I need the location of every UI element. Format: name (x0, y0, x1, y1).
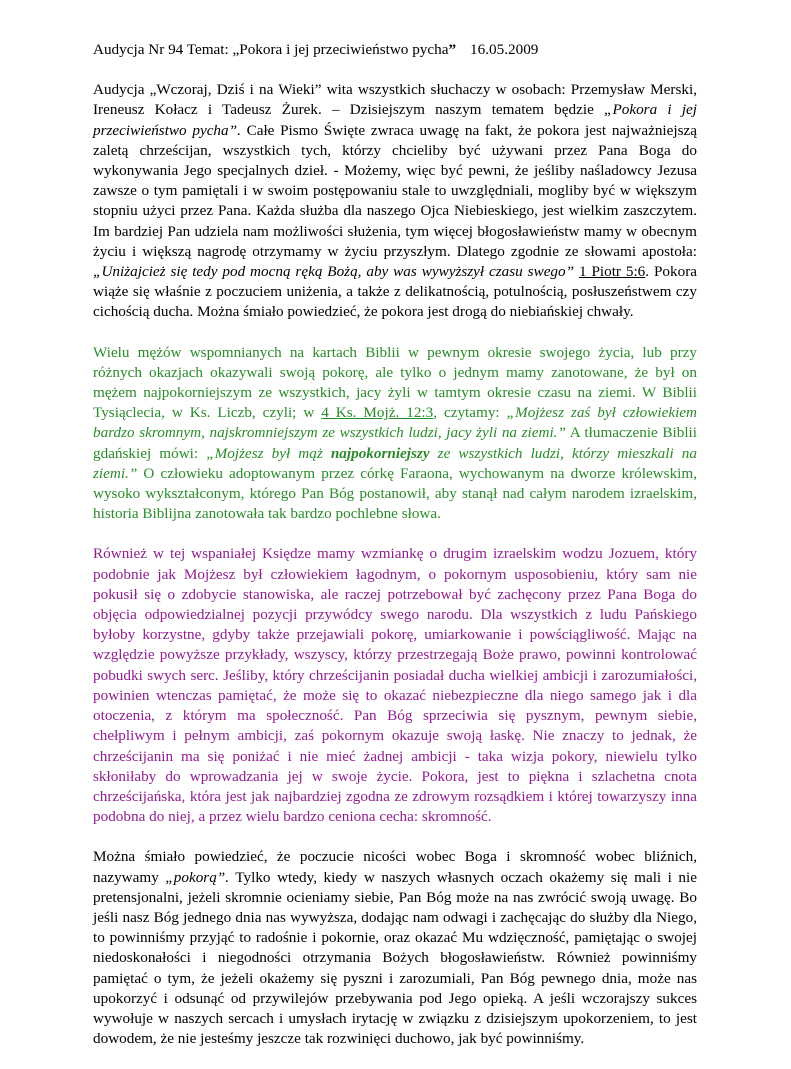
p2-reference: 4 Ks. Mojż. 12:3 (321, 404, 434, 422)
p1-text-2: Całe Pismo Święte zwraca uwagę na fakt, że pokora jest najważniejszą zaletą chrześcijan, wszystkich tych, którzy chcieliby być używani przez Pana Boga do wykonywania Jego specjalnych dzieł. - Możemy, więc być pewni, że jeśliby naśladowcy Jezusa zawsze o tym pamiętali i w swoim postępowaniu stale to uwzględniali, mogliby być w większym stopniu użyci przez Pana. Każda służba dla naszego Ojca Niebieskiego, jest wielkim zaszczytem. Im bardziej Pan udziela nam możliwości służenia, tym więcej błogosławieństw mamy w obecnym życiu i większą nagrodę otrzymamy w życiu przyszłym. Dlatego zgodnie ze słowami apostoła: (93, 121, 698, 260)
p1-text-3: . Pokora wiąże się właśnie z poczuciem uniżenia, a także z delikatnością, potulnością, posłuszeństwem czy cichością ducha. Można śmiało powiedzieć, że pokora jest drogą do niebiańskiej chwały. (93, 263, 697, 321)
p2-text-4: O człowieku adoptowanym przez córkę Faraona, wychowanym na dworze królewskim, wysoko wykształconym, którego Pan Bóg postanowił, aby stanął nad całym narodem izraelskim, historia Biblijna zanotowała tak bardzo pochlebne słowa. (93, 464, 697, 523)
header-line (93, 40, 697, 60)
p2-quote-2-bold: najpokorniejszy (330, 444, 430, 462)
p3-text: Również w tej wspaniałej Księdze mamy wzmiankę o drugim izraelskim wodzu Jozuem, który podobnie jak Mojżesz był człowiekiem łagodnym, o pokornym usposobieniu, który sam nie pokusił się o zdobycie stanowiska, ale raczej potrzebował być zachęcony przez Pana Boga do objęcia odpowiedzialnej pozycji przywódcy swego narodu. Dla wszystkich z ludu Pańskiego byłoby korzystne, gdyby także przejawiali pokorę, umiarkowanie i powściągliwość. Mając na względzie powyższe przykłady, wszyscy, którzy przestrzegają Boże prawo, powinni kontrolować pobudki swych serc. Jeśliby, który chrześcijanin posiadał ducha wielkiej ambicji i zarozumiałości, powinien wtenczas pamiętać, że może się to okazać niebezpieczne dla niego samego jak i dla otoczenia, z którym ma społeczność. Pan Bóg sprzeciwia się pysznym, pewnym siebie, chełpliwym i pełnym ambicji, zaś pokornym okazuje swoją łaskę. Nie znaczy to jednak, że chrześcijanin ma się poniżać i nie mieć żadnej ambicji - taka wizja pokory, niewielu tylko skłoniłaby do wprowadzania jej w swoje życie. Pokora, jest to piękna i szlachetna cnota chrześcijańska, która jest jak najbardziej zgodna ze zdrowym rozsądkiem i której towarzyszy inna podobna do niej, a przez wielu bardzo ceniona cecha: skromność. (93, 545, 697, 826)
p1-reference: 1 Piotr 5:6 (578, 263, 646, 281)
paragraph-intro (93, 80, 697, 322)
document-page (93, 40, 697, 1069)
header-title: Audycja Nr 94 Temat: „Pokora i jej przeciwieństwo pycha (93, 41, 449, 58)
p2-quote-2b: ze wszystkich ludzi, którzy mieszkali na ziemi.” (93, 444, 697, 482)
paragraph-moses (93, 343, 697, 525)
p2-text-3: A tłumaczenie Biblii gdańskiej mówi: (93, 424, 697, 462)
paragraph-humility (93, 847, 697, 1049)
p4-italic-word: „pokorą”. (165, 868, 230, 886)
p2-quote-1: „Mojżesz zaś był człowiekiem bardzo skromnym, najskromniejszym ze wszystkich ludzi, jacy żyli na ziemi.” (93, 404, 698, 442)
p2-text-2: , czytamy: (433, 404, 507, 422)
p1-italic-title: „Pokora i jej przeciwieństwo pycha”. (93, 101, 697, 139)
p1-quote: „Uniżajcież się tedy pod mocną ręką Bożą, aby was wywyższył czasu swego” (93, 263, 575, 281)
header-date: 16.05.2009 (470, 41, 539, 58)
p2-quote-2a: „Mojżesz był mąż (206, 444, 331, 462)
paragraph-joshua (93, 544, 697, 827)
p4-text-1: Można śmiało powiedzieć, że poczucie nicości wobec Boga i skromność wobec bliźnich, nazywamy (93, 848, 697, 886)
p4-text-2: Tylko wtedy, kiedy w naszych własnych oczach okażemy się mali i nie pretensjonalni, jeżeli skromnie ocieniamy siebie, Pan Bóg może na nas zwrócić swoją uwagę. Bo jeśli nasz Bóg jednego dnia nas wywyższa, dodając nam odwagi i zachęcając do służby dla Niego, to powinniśmy przyjąć to radośnie i pokornie, oraz okazać Mu wdzięczność, pamiętając o swojej niedoskonałości i niegodności otrzymania Bożych błogosławieństw. Również powinniśmy pamiętać o tym, że jeżeli okażemy się pyszni i zarozumiali, Pan Bóg pewnego dnia, może nas upokorzyć i odsunąć od przywilejów przebywania pod Jego opieką. A jeśli wczorajszy sukces wywołuje w naszych sercach i umysłach irytację w związku z dzisiejszym upokorzeniem, to jest dowodem, że nie jesteśmy jeszcze tak rozwinięci duchowo, jak być powinniśmy. (93, 868, 697, 1048)
header-title-quote: ” (448, 41, 457, 58)
p1-text-1: Audycja „Wczoraj, Dziś i na Wieki” wita wszystkich słuchaczy w osobach: Przemysław Merski, Ireneusz Kołacz i Tadeusz Żurek. – Dzisiejszym naszym tematem będzie (93, 81, 697, 119)
p2-text-1: Wielu mężów wspomnianych na kartach Biblii w pewnym okresie swojego życia, lub przy różnych okazjach okazywali swoją pokorę, ale tylko o jednym mamy zanotowane, że był on mężem najpokorniejszym ze wszystkich, jacy żyli w tamtym okresie czasu na ziemi. W Biblii Tysiąclecia, w Ks. Liczb, czyli; w (93, 343, 697, 422)
